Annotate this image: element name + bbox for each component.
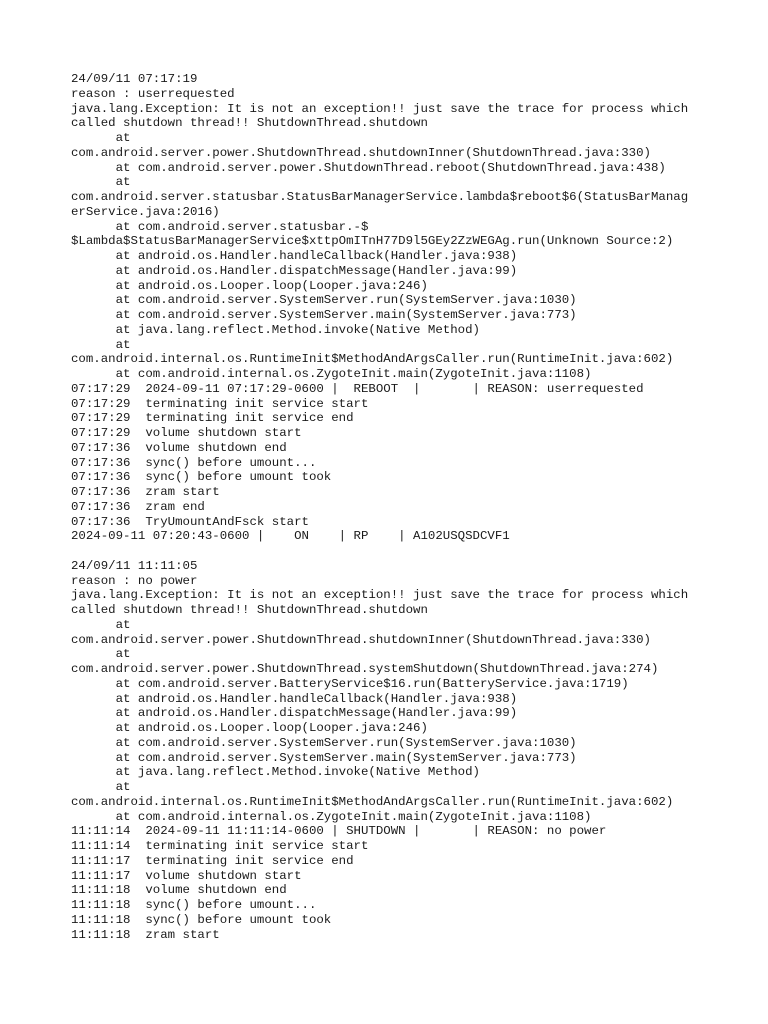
log-line: at com.android.server.SystemServer.run(SystemServer.java:1030) [71, 293, 577, 308]
log-line: at com.android.server.SystemServer.run(SystemServer.java:1030) [71, 735, 577, 750]
log-line: com.android.server.power.ShutdownThread.shutdownInner(ShutdownThread.java:330) [71, 145, 651, 160]
log-line: java.lang.Exception: It is not an exception!! just save the trace for process which [71, 588, 689, 603]
log-line: com.android.server.power.ShutdownThread.shutdownInner(ShutdownThread.java:330) [71, 632, 651, 647]
log-line: com.android.server.power.ShutdownThread.systemShutdown(ShutdownThread.java:274) [71, 662, 659, 676]
log-line: at com.android.server.statusbar.-$ [71, 219, 369, 234]
log-line: 2024-09-11 07:20:43-0600 | ON | RP | A102USQSDCVF1 [71, 529, 510, 544]
log-line: at com.android.internal.os.ZygoteInit.main(ZygoteInit.java:1108) [71, 809, 592, 824]
log-line [71, 544, 731, 559]
log-line: 07:17:36 TryUmountAndFsck start [71, 514, 309, 529]
log-line: at [71, 337, 131, 352]
log-line: at android.os.Looper.loop(Looper.java:246) [71, 278, 428, 293]
log-line: 24/09/11 11:11:05 [71, 558, 198, 573]
log-document [71, 72, 731, 942]
log-line: 07:17:36 sync() before umount... [71, 455, 317, 470]
log-line: called shutdown thread!! ShutdownThread.shutdown [71, 116, 428, 131]
log-line: at com.android.internal.os.ZygoteInit.main(ZygoteInit.java:1108) [71, 367, 592, 381]
log-line: called shutdown thread!! ShutdownThread.shutdown [71, 603, 428, 617]
log-line: 07:17:36 zram end [71, 499, 205, 514]
log-line: 07:17:29 volume shutdown start [71, 426, 302, 440]
log-line: at com.android.server.SystemServer.main(SystemServer.java:773) [71, 308, 577, 322]
log-line: at [71, 131, 131, 145]
log-line: at android.os.Handler.dispatchMessage(Handler.java:99) [71, 706, 518, 721]
log-line: 07:17:36 sync() before umount took [71, 470, 332, 485]
log-line: 11:11:18 zram start [71, 927, 220, 942]
log-line: at java.lang.reflect.Method.invoke(Native Method) [71, 765, 480, 780]
log-line: at [71, 617, 131, 632]
log-line: 07:17:36 volume shutdown end [71, 440, 287, 455]
log-line: java.lang.Exception: It is not an exception!! just save the trace for process which [71, 101, 689, 116]
log-line: at java.lang.reflect.Method.invoke(Native Method) [71, 322, 480, 337]
log-line: at android.os.Handler.handleCallback(Handler.java:938) [71, 691, 518, 706]
log-line: 07:17:29 2024-09-11 07:17:29-0600 | REBOOT | | REASON: userrequested [71, 381, 644, 396]
log-line: 11:11:18 volume shutdown end [71, 883, 287, 898]
log-line: at com.android.server.SystemServer.main(SystemServer.java:773) [71, 750, 577, 765]
log-line: 11:11:14 2024-09-11 11:11:14-0600 | SHUTDOWN | | REASON: no power [71, 824, 607, 839]
log-line: 11:11:18 sync() before umount... [71, 898, 317, 912]
log-line: 07:17:29 terminating init service end [71, 411, 354, 426]
log-line: 11:11:18 sync() before umount took [71, 912, 332, 927]
log-line: 07:17:36 zram start [71, 485, 220, 499]
log-line: com.android.internal.os.RuntimeInit$MethodAndArgsCaller.run(RuntimeInit.java:602) [71, 352, 674, 367]
log-line: $Lambda$StatusBarManagerService$xttpOmITnH77D9l5GEy2ZzWEGAg.run(Unknown Source:2) [71, 234, 674, 249]
log-line: at [71, 175, 131, 190]
log-line: at com.android.server.power.ShutdownThread.reboot(ShutdownThread.java:438) [71, 160, 666, 175]
log-line: at android.os.Handler.handleCallback(Handler.java:938) [71, 249, 518, 263]
log-line: 11:11:17 volume shutdown start [71, 868, 302, 883]
log-line: com.android.internal.os.RuntimeInit$MethodAndArgsCaller.run(RuntimeInit.java:602) [71, 794, 674, 809]
log-line: 11:11:14 terminating init service start [71, 839, 369, 853]
log-line: com.android.server.statusbar.StatusBarManagerService.lambda$reboot$6(StatusBarManag [71, 190, 689, 204]
log-line: at [71, 647, 131, 662]
log-line: 24/09/11 07:17:19 [71, 72, 198, 86]
log-line: 11:11:17 terminating init service end [71, 853, 354, 868]
log-line: at android.os.Looper.loop(Looper.java:246) [71, 721, 428, 735]
log-line: reason : userrequested [71, 86, 235, 101]
log-line: at android.os.Handler.dispatchMessage(Handler.java:99) [71, 263, 518, 278]
log-line: at [71, 780, 131, 794]
log-line: 07:17:29 terminating init service start [71, 396, 369, 411]
log-line: erService.java:2016) [71, 204, 220, 219]
log-line: reason : no power [71, 573, 198, 588]
log-line: at com.android.server.BatteryService$16.run(BatteryService.java:1719) [71, 676, 629, 691]
